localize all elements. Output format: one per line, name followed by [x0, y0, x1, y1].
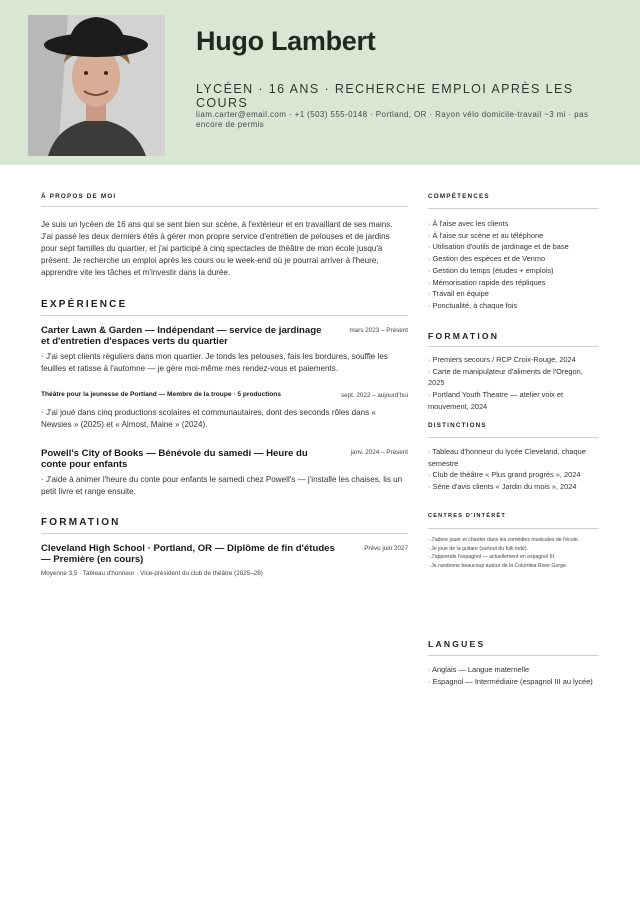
- interest-item: · Je joue de la guitare (surtout du folk indé).: [428, 545, 529, 552]
- skills-heading: COMPÉTENCES: [428, 193, 490, 200]
- experience-heading: EXPÉRIENCE: [41, 299, 128, 310]
- training-item: · Premiers secours / RCP Croix-Rouge, 2024: [428, 355, 576, 364]
- divider: [428, 528, 599, 529]
- education-heading: FORMATION: [41, 517, 121, 528]
- skill-item: · Mémorisation rapide des répliques: [428, 277, 546, 287]
- award-item: · Série d'avis clients « Jardin du mois », 2024: [428, 482, 577, 492]
- divider: [428, 346, 599, 347]
- training-list: [428, 354, 599, 413]
- job-date: mars 2023 – Présent: [349, 327, 408, 334]
- interest-item: · J'apprends l'espagnol — actuellement en espagnol III.: [428, 554, 556, 560]
- training-item: · Carte de manipulateur d'aliments de l'Oregon, 2025: [428, 366, 583, 388]
- skill-item: · Gestion du temps (études + emplois): [428, 265, 554, 275]
- skills-list: [428, 218, 599, 312]
- awards-heading: DISTINCTIONS: [428, 422, 487, 429]
- awards-list: [428, 446, 599, 493]
- about-heading: À PROPOS DE MOI: [41, 193, 117, 200]
- education-title: Cleveland High School · Portland, OR — Diplôme de fin d'études — Première (en cours): [41, 543, 335, 565]
- skill-item: · À l'aise sur scène et au téléphone: [428, 230, 544, 240]
- about-text: Je suis un lycéen de 16 ans qui se sent bien sur scène, à l'extérieur et en travaillant de ses mains. J'ai passé les deux derniers étés à gérer mon propre service d'entretien de pelouses et de jardins pour sept familles du quartier, et j'ai participé à cinq spectacles de théâtre de mon école jusqu'à présent. Je recherche un emploi après les cours ou le week-end où je pourrai arriver à l'heure, apprendre vite les tâches et m'investir dans la durée.: [41, 220, 393, 277]
- job-date: janv. 2024 – Présent: [350, 449, 408, 456]
- job-bullet: · J'ai sept clients réguliers dans mon quartier. Je tonds les pelouses, fais les bordures, souffle les feuilles et ratisse à l'automne — je gère moi-même mes rendez-vous et paiements.: [41, 352, 388, 373]
- candidate-name: Hugo Lambert: [196, 26, 376, 56]
- divider: [428, 655, 599, 656]
- contact-line: liam.carter@email.com · +1 (503) 555-0148 · Portland, OR · Rayon vélo domicile-travail ~3 mi · pas encore de permis: [196, 110, 589, 129]
- divider: [428, 208, 599, 209]
- education-date: Prévu juin 2027: [364, 545, 408, 552]
- job-title: Powell's City of Books — Bénévole du samedi — Heure du conte pour enfants: [41, 448, 308, 470]
- job-title: Carter Lawn & Garden — Indépendant — service de jardinage et d'entretien d'espaces verts du quartier: [41, 325, 322, 347]
- divider: [41, 206, 408, 207]
- headline: LYCÉEN · 16 ANS · RECHERCHE EMPLOI APRÈS LES COURS: [196, 82, 574, 110]
- interests-heading: CENTRES D'INTÉRÊT: [428, 513, 506, 519]
- interests-list: [428, 536, 599, 570]
- award-item: · Club de théâtre « Plus grand progrès », 2024: [428, 470, 581, 480]
- training-heading: FORMATION: [428, 331, 500, 341]
- languages-list: [428, 664, 599, 687]
- job-date: sept. 2022 – aujourd'hui: [340, 392, 408, 399]
- skill-item: · Travail en équipe: [428, 289, 489, 299]
- skill-item: · Gestion des espèces et de Venmo: [428, 254, 546, 264]
- training-item: · Portland Youth Theatre — atelier voix et mouvement, 2024: [428, 390, 564, 411]
- job-title: Théâtre pour la jeunesse de Portland — Membre de la troupe · 5 productions: [41, 391, 281, 398]
- interest-item: · J'adore jouer et chanter dans les comédies musicales de l'école.: [428, 537, 580, 543]
- languages-heading: LANGUES: [428, 639, 486, 649]
- job-bullet: · J'aide à animer l'heure du conte pour enfants le samedi chez Powell's — j'installe les chaises, lis un petit livre et range ensuite.: [41, 475, 403, 496]
- job-bullet: · J'ai joué dans cinq productions scolaires et communautaires, dont des seconds rôles dans « Newsies » (2025) et « Almost, Maine » (2024).: [41, 408, 376, 429]
- language-item: · Anglais — Langue maternelle: [428, 665, 530, 674]
- interest-item: · Je randonne beaucoup autour de la Columbia River Gorge.: [428, 562, 568, 569]
- skill-item: · Ponctualité, à chaque fois: [428, 300, 518, 310]
- award-item: · Tableau d'honneur du lycée Cleveland, chaque semestre: [428, 447, 586, 468]
- skill-item: · À l'aise avec les clients: [428, 219, 509, 228]
- header-band: [0, 0, 640, 165]
- education-meta: Moyenne 3,5 · Tableau d'honneur · Vice-président du club de théâtre (2025–26): [41, 570, 263, 577]
- profile-photo: [28, 15, 165, 156]
- divider: [41, 315, 408, 316]
- skill-item: · Utilisation d'outils de jardinage et de base: [428, 242, 569, 252]
- divider: [428, 437, 599, 438]
- divider: [41, 533, 408, 534]
- language-item: · Espagnol — Intermédiaire (espagnol III au lycée): [428, 676, 593, 686]
